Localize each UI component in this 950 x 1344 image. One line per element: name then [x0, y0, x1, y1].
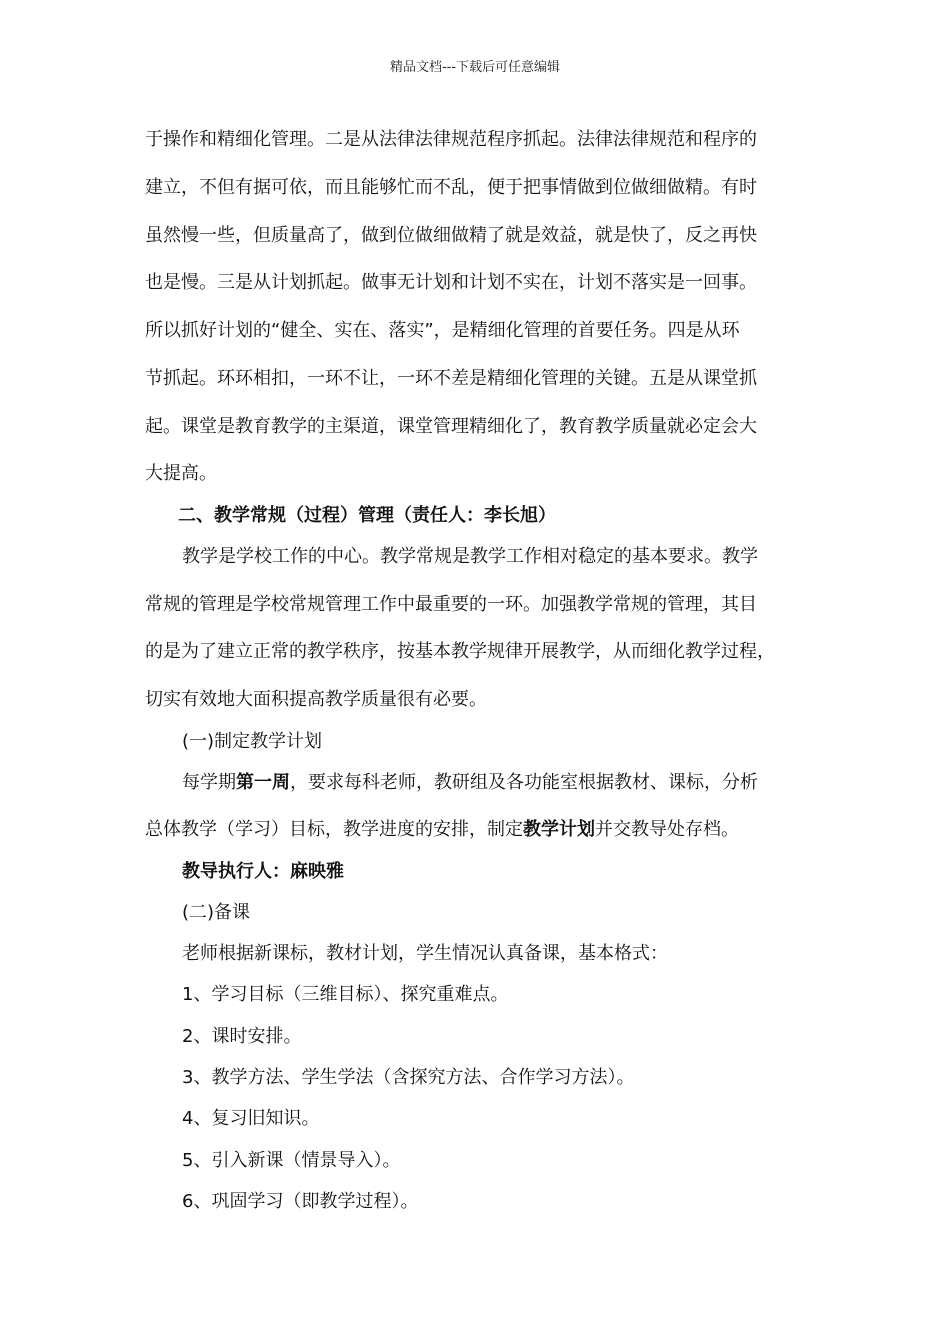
para3-bold-text: 教学计划	[523, 819, 595, 840]
para1-line: 建立，不但有据可依，而且能够忙而不乱，便于把事情做到位做细做精。有时	[145, 177, 757, 198]
para3-bold-text: 第一周	[236, 772, 290, 793]
para2-line: 切实有效地大面积提高教学质量很有必要。	[145, 689, 487, 710]
para2-line: 常规的管理是学校常规管理工作中最重要的一环。加强教学常规的管理，其目	[145, 594, 757, 615]
para1-line: 虽然慢一些，但质量高了，做到位做细做精了就是效益，就是快了，反之再快	[145, 225, 757, 246]
para3-text: 并交教导处存档。	[595, 819, 739, 840]
para3-text: 每学期	[182, 772, 236, 793]
sub2-title: (二)备课	[182, 902, 251, 923]
prep-item: 5、引入新课（情景导入）。	[182, 1150, 401, 1171]
para3-line	[145, 818, 739, 842]
prep-item: 2、课时安排。	[182, 1026, 302, 1047]
sub1-title: (一)制定教学计划	[182, 731, 323, 752]
para1-line: 也是慢。三是从计划抓起。做事无计划和计划不实在，计划不落实是一回事。	[145, 272, 757, 293]
para1-line: 大提高。	[145, 463, 217, 484]
para1-line: 节抓起。环环相扣，一环不让，一环不差是精细化管理的关键。五是从课堂抓	[145, 368, 757, 389]
para3-line	[182, 771, 758, 795]
prep-item: 4、复习旧知识。	[182, 1108, 320, 1129]
prep-item: 1、学习目标（三维目标）、探究重难点。	[182, 984, 509, 1005]
section2-title: 二、教学常规（过程）管理（责任人：李长旭）	[178, 505, 556, 526]
para2-line: 的是为了建立正常的教学秩序，按基本教学规律开展教学，从而细化教学过程，	[145, 641, 775, 662]
para2-line: 教学是学校工作的中心。教学常规是教学工作相对稳定的基本要求。教学	[182, 546, 758, 567]
para1-line: 所以抓好计划的“健全、实在、落实”，是精细化管理的首要任务。四是从环	[145, 320, 740, 341]
para3-text: 总体教学（学习）目标，教学进度的安排，制定	[145, 819, 523, 840]
prep-item: 6、巩固学习（即教学过程）。	[182, 1191, 419, 1212]
para3-text: ，要求每科老师，教研组及各功能室根据教材、课标，分析	[290, 772, 758, 793]
executor-line: 教导执行人：麻映雅	[182, 861, 344, 882]
prep-intro: 老师根据新课标，教材计划，学生情况认真备课，基本格式：	[182, 943, 668, 964]
page-header: 精品文档---下载后可任意编辑	[389, 60, 561, 75]
prep-item: 3、教学方法、学生学法（含探究方法、合作学习方法）。	[182, 1067, 635, 1088]
para1-line: 起。课堂是教育教学的主渠道，课堂管理精细化了，教育教学质量就必定会大	[145, 416, 757, 437]
para1-line: 于操作和精细化管理。二是从法律法律规范程序抓起。法律法律规范和程序的	[145, 129, 757, 150]
